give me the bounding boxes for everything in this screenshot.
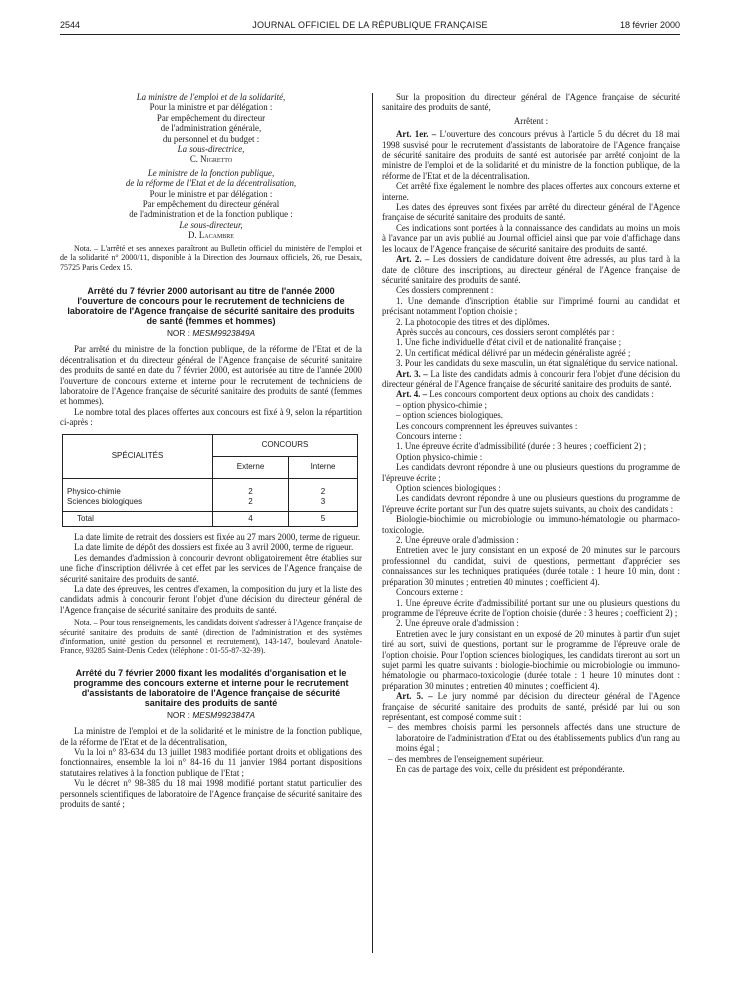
- signature-line: La sous-directrice,: [177, 144, 245, 155]
- paragraph: La date des épreuves, les centres d'examen, la composition du jury et la liste des candidats admis à concourir feront l'objet d'une décision du directeur général de l'Agence française de sécurité sanitaire des produits de santé.: [60, 584, 362, 615]
- signature-line: La ministre de l'emploi et de la solidarité,: [136, 92, 286, 102]
- paragraph: 2. Un certificat médical délivré par un médecin généraliste agréé ;: [396, 347, 631, 358]
- decree-title-techniciens: Arrêté du 7 février 2000 autorisant au titre de l'année 2000 l'ouverture de concours pour le recrutement de techniciens de laboratoire de l'Agence française de sécurité sanitaire des produits de santé (femmes et hommes): [67, 285, 355, 326]
- table-header-specialites: SPÉCIALITÉS: [63, 434, 213, 478]
- nor-reference: NOR : MESM9923849A: [166, 327, 256, 338]
- paragraph: 1. Une épreuve écrite d'admissibilité portant sur une ou plusieurs questions du programme de l'épreuve écrite de l'option choisie (durée : 3 heures ; coefficient 2) ;: [382, 597, 680, 618]
- paragraph: En cas de partage des voix, celle du président est prépondérante.: [396, 764, 625, 774]
- left-column: [60, 92, 362, 810]
- table-row-label: Physico-chimie: [67, 486, 121, 496]
- paragraph: Biologie-biochimie ou microbiologie ou immuno-hématologie ou pharmaco-toxicologie.: [382, 514, 680, 535]
- paragraph: Les candidats devront répondre à une ou plusieurs questions du programme de l'épreuve écrite portant sur l'un des quatre sujets suivants, au choix des candidats :: [382, 493, 680, 514]
- article-2: Art. 2. – Les dossiers de candidature doivent être adressés, au plus tard à la date de clôture des inscriptions, au directeur général de l'Agence française de sécurité sanitaire des produits de santé.: [382, 254, 680, 285]
- paragraph: 2. Une épreuve orale d'admission :: [396, 535, 519, 546]
- article-3: Art. 3. – La liste des candidats admis à concourir fera l'objet d'une décision du directeur général de l'Agence française de sécurité sanitaire des produits de santé.: [382, 368, 681, 389]
- paragraph: Entretien avec le jury consistant en un exposé de 20 minutes à partir d'un sujet tiré au sort, suivi de questions, portant sur le programme de l'épreuve orale de l'option choisie. Pour l'option sciences biologiques, les candidats tireront au sort un sujet parmi les quatre suivants : biologie-biochimie ou microbiologie ou immuno-hématologie ou pharmaco-toxicologie (durée totale : 1 heure 10 minutes dont : préparation 30 minutes ; entretien 40 minutes ; coefficient 4).: [382, 628, 680, 691]
- table-cell-externe: 2 2: [213, 478, 289, 511]
- paragraph: Par arrêté du ministre de la fonction publique, de la réforme de l'Etat et de la décentralisation et du directeur général de l'Agence française de sécurité sanitaire des produits de santé en date du 7 février 2000, est autorisée au titre de l'année 2000 l'ouverture de concours externe et interne pour le recrutement de techniciens de laboratoire de l'Agence française de sécurité sanitaire des produits de santé (femmes et hommes).: [60, 344, 362, 407]
- table-total-interne: 5: [289, 511, 358, 526]
- paragraph: Option sciences biologiques :: [396, 483, 501, 494]
- paragraph: Ces indications sont portées à la connaissance des candidats au moins un mois à l'avance par un avis publié au Journal officiel ainsi que par voie d'affichage dans les locaux de l'Agence française de sécurité sanitaire des produits de santé.: [382, 222, 680, 254]
- paragraph: Entretien avec le jury consistant en un exposé de 20 minutes sur le parcours professionnel du candidat, suivi de questions, permettant d'apprécier ses connaissances sur les techniques pratiquées (durée totale : 1 heure 10 min, dont : préparation 30 minutes ; entretien 40 minutes ; coefficient 4).: [382, 545, 680, 587]
- signature-block-2: [60, 168, 362, 241]
- table-cell-interne: 2 3: [289, 478, 358, 511]
- list-item: – option sciences biologiques.: [396, 410, 503, 421]
- column-divider: [372, 93, 373, 953]
- signature-block-1: [60, 92, 362, 165]
- paragraph: Concours externe :: [396, 587, 464, 598]
- signature-line: Le ministre de la fonction publique,: [147, 167, 275, 178]
- table-header-concours: CONCOURS: [213, 434, 358, 456]
- paragraph: 2. La photocopie des titres et des diplômes.: [396, 316, 550, 327]
- paragraph: Option physico-chimie :: [396, 451, 483, 462]
- article-4: Art. 4. – Les concours comportent deux options au choix des candidats :: [396, 389, 654, 400]
- paragraph: 1. Une fiche individuelle d'état civil et de nationalité française ;: [396, 337, 622, 348]
- signature-line: de l'administration et de la fonction publique :: [129, 209, 293, 220]
- paragraph: Concours interne :: [396, 431, 462, 441]
- signature-line: de la réforme de l'Etat et de la décentralisation,: [125, 178, 297, 189]
- paragraph: Les concours comprennent les épreuves suivantes :: [396, 420, 578, 431]
- signature-line: de l'administration générale,: [160, 123, 262, 134]
- paragraph: 2. Une épreuve orale d'admission :: [396, 618, 519, 629]
- paragraph: Après succès au concours, ces dossiers seront complétés par :: [396, 326, 615, 337]
- journal-title: JOURNAL OFFICIEL DE LA RÉPUBLIQUE FRANÇAISE: [252, 20, 488, 30]
- signature-line: Par empêchement du directeur: [156, 112, 266, 123]
- nor-reference: NOR : MESM9923847A: [166, 709, 256, 720]
- list-item: – des membres de l'enseignement supérieur.: [388, 753, 544, 764]
- paragraph: Les dates des épreuves sont fixées par arrêté du directeur général de l'Agence française de sécurité sanitaire des produits de santé.: [382, 202, 680, 223]
- signature-line: Pour la ministre et par délégation :: [149, 102, 273, 113]
- paragraph: Le nombre total des places offertes aux concours est fixé à 9, selon la répartition ci-après :: [60, 406, 362, 428]
- paragraph: 3. Pour les candidats du sexe masculin, un état signalétique du service national.: [396, 358, 678, 369]
- signature-line: Par empêchement du directeur général: [142, 199, 280, 210]
- signatory-name: D. Lacambre: [188, 230, 234, 241]
- decree-title-assistants: Arrêté du 7 février 2000 fixant les modalités d'organisation et le programme des concours externe et interne pour le recrutement d'assistants de laboratoire de l'Agence française de sécurité sanitaire des produits de santé: [73, 667, 349, 708]
- arretent: Arrêtent :: [513, 115, 549, 126]
- paragraph: Cet arrêté fixe également le nombre des places offertes aux concours externe et interne.: [382, 181, 680, 202]
- signature-line: Pour le ministre et par délégation :: [149, 188, 273, 199]
- table-total-label: Total: [63, 511, 213, 526]
- paragraph: 1. Une demande d'inscription établie sur l'imprimé fourni au candidat et précisant notamment l'option choisie ;: [382, 295, 680, 317]
- signature-line: du personnel et du budget :: [162, 133, 260, 144]
- list-item: – option physico-chimie ;: [396, 399, 487, 410]
- signature-line: Le sous-directeur,: [179, 219, 243, 230]
- paragraph: Les candidats devront répondre à une ou plusieurs questions du programme de l'épreuve écrite ;: [382, 462, 680, 483]
- article-1: Art. 1er. – L'ouverture des concours prévus à l'article 5 du décret du 18 mai 1998 susvisé pour le recrutement d'assistants de laboratoire de l'Agence française de sécurité sanitaire des produits de santé est autorisée par arrêté conjoint de la ministre de l'emploi et de la solidarité et du ministre de la fonction publique, de la réforme de l'Etat et de la décentralisation.: [382, 129, 681, 181]
- paragraph: Vu la loi n° 83-634 du 13 juillet 1983 modifiée portant droits et obligations des fonctionnaires, ensemble la loi n° 84-16 du 11 janvier 1984 portant dispositions statutaires relatives à la fonction publique de l'Etat ;: [60, 747, 362, 778]
- paragraph: La ministre de l'emploi et de la solidarité et le ministre de la fonction publique, de la réforme de l'Etat et de la décentralisation,: [60, 726, 362, 747]
- table-row-label: Sciences biologiques: [67, 496, 143, 506]
- paragraph: Sur la proposition du directeur général de l'Agence française de sécurité sanitaire des produits de santé,: [382, 92, 680, 113]
- paragraph: Les demandes d'admission à concourir devront obligatoirement être établies sur une fiche d'inscription délivrée à cet effet par les services de l'Agence française de sécurité sanitaire des produits de santé.: [60, 552, 362, 584]
- places-table: [62, 434, 358, 527]
- paragraph: La date limite de retrait des dossiers est fixée au 27 mars 2000, terme de rigueur.: [74, 531, 361, 542]
- paragraph: 1. Une épreuve écrite d'admissibilité (durée : 3 heures ; coefficient 2) ;: [396, 441, 647, 452]
- table-cell-specialites: [63, 478, 213, 511]
- issue-date: 18 février 2000: [619, 20, 680, 30]
- page-number: 2544: [60, 20, 81, 30]
- table-total-externe: 4: [213, 511, 289, 526]
- table-header-interne: Interne: [289, 456, 358, 478]
- signatory-name: C. Nigretto: [189, 154, 233, 165]
- right-column: [382, 92, 680, 774]
- paragraph: Ces dossiers comprennent :: [396, 285, 494, 296]
- list-item: – des membres choisis parmi les personnels affectés dans une structure de laboratoire de l'administration d'Etat ou des établissements publics d'un rang au moins égal ;: [388, 722, 680, 754]
- table-header-externe: Externe: [213, 456, 289, 478]
- nota-bulletin: Nota. – L'arrêté et ses annexes paraîtront au Bulletin officiel du ministère de l'emploi et de la solidarité n° 2000/11, disponible à la Direction des Journaux officiels, 26, rue Desaix, 75725 Paris Cedex 15.: [60, 243, 362, 272]
- header-rule: [60, 34, 680, 35]
- paragraph: Vu le décret n° 98-385 du 18 mai 1998 modifié portant statut particulier des personnels scientifiques de laboratoire de l'Agence française de sécurité sanitaire des produits de santé ;: [60, 778, 362, 810]
- article-5: Art. 5. – Le jury nommé par décision du directeur général de l'Agence française de sécurité sanitaire des produits de santé, présidé par lui ou son représentant, est composé comme suit :: [382, 691, 680, 722]
- paragraph: La date limite de dépôt des dossiers est fixée au 3 avril 2000, terme de rigueur.: [74, 542, 354, 553]
- nota-renseignements: Nota. – Pour tous renseignements, les candidats doivent s'adresser à l'Agence française de sécurité sanitaire des produits de santé (direction de l'administration et des systèmes d'information, unité gestion du personnel et recrutement), 143-147, boulevard Anatole-France, 93285 Saint-Denis Cedex (téléphone : 01-55-87-32-39).: [60, 618, 362, 656]
